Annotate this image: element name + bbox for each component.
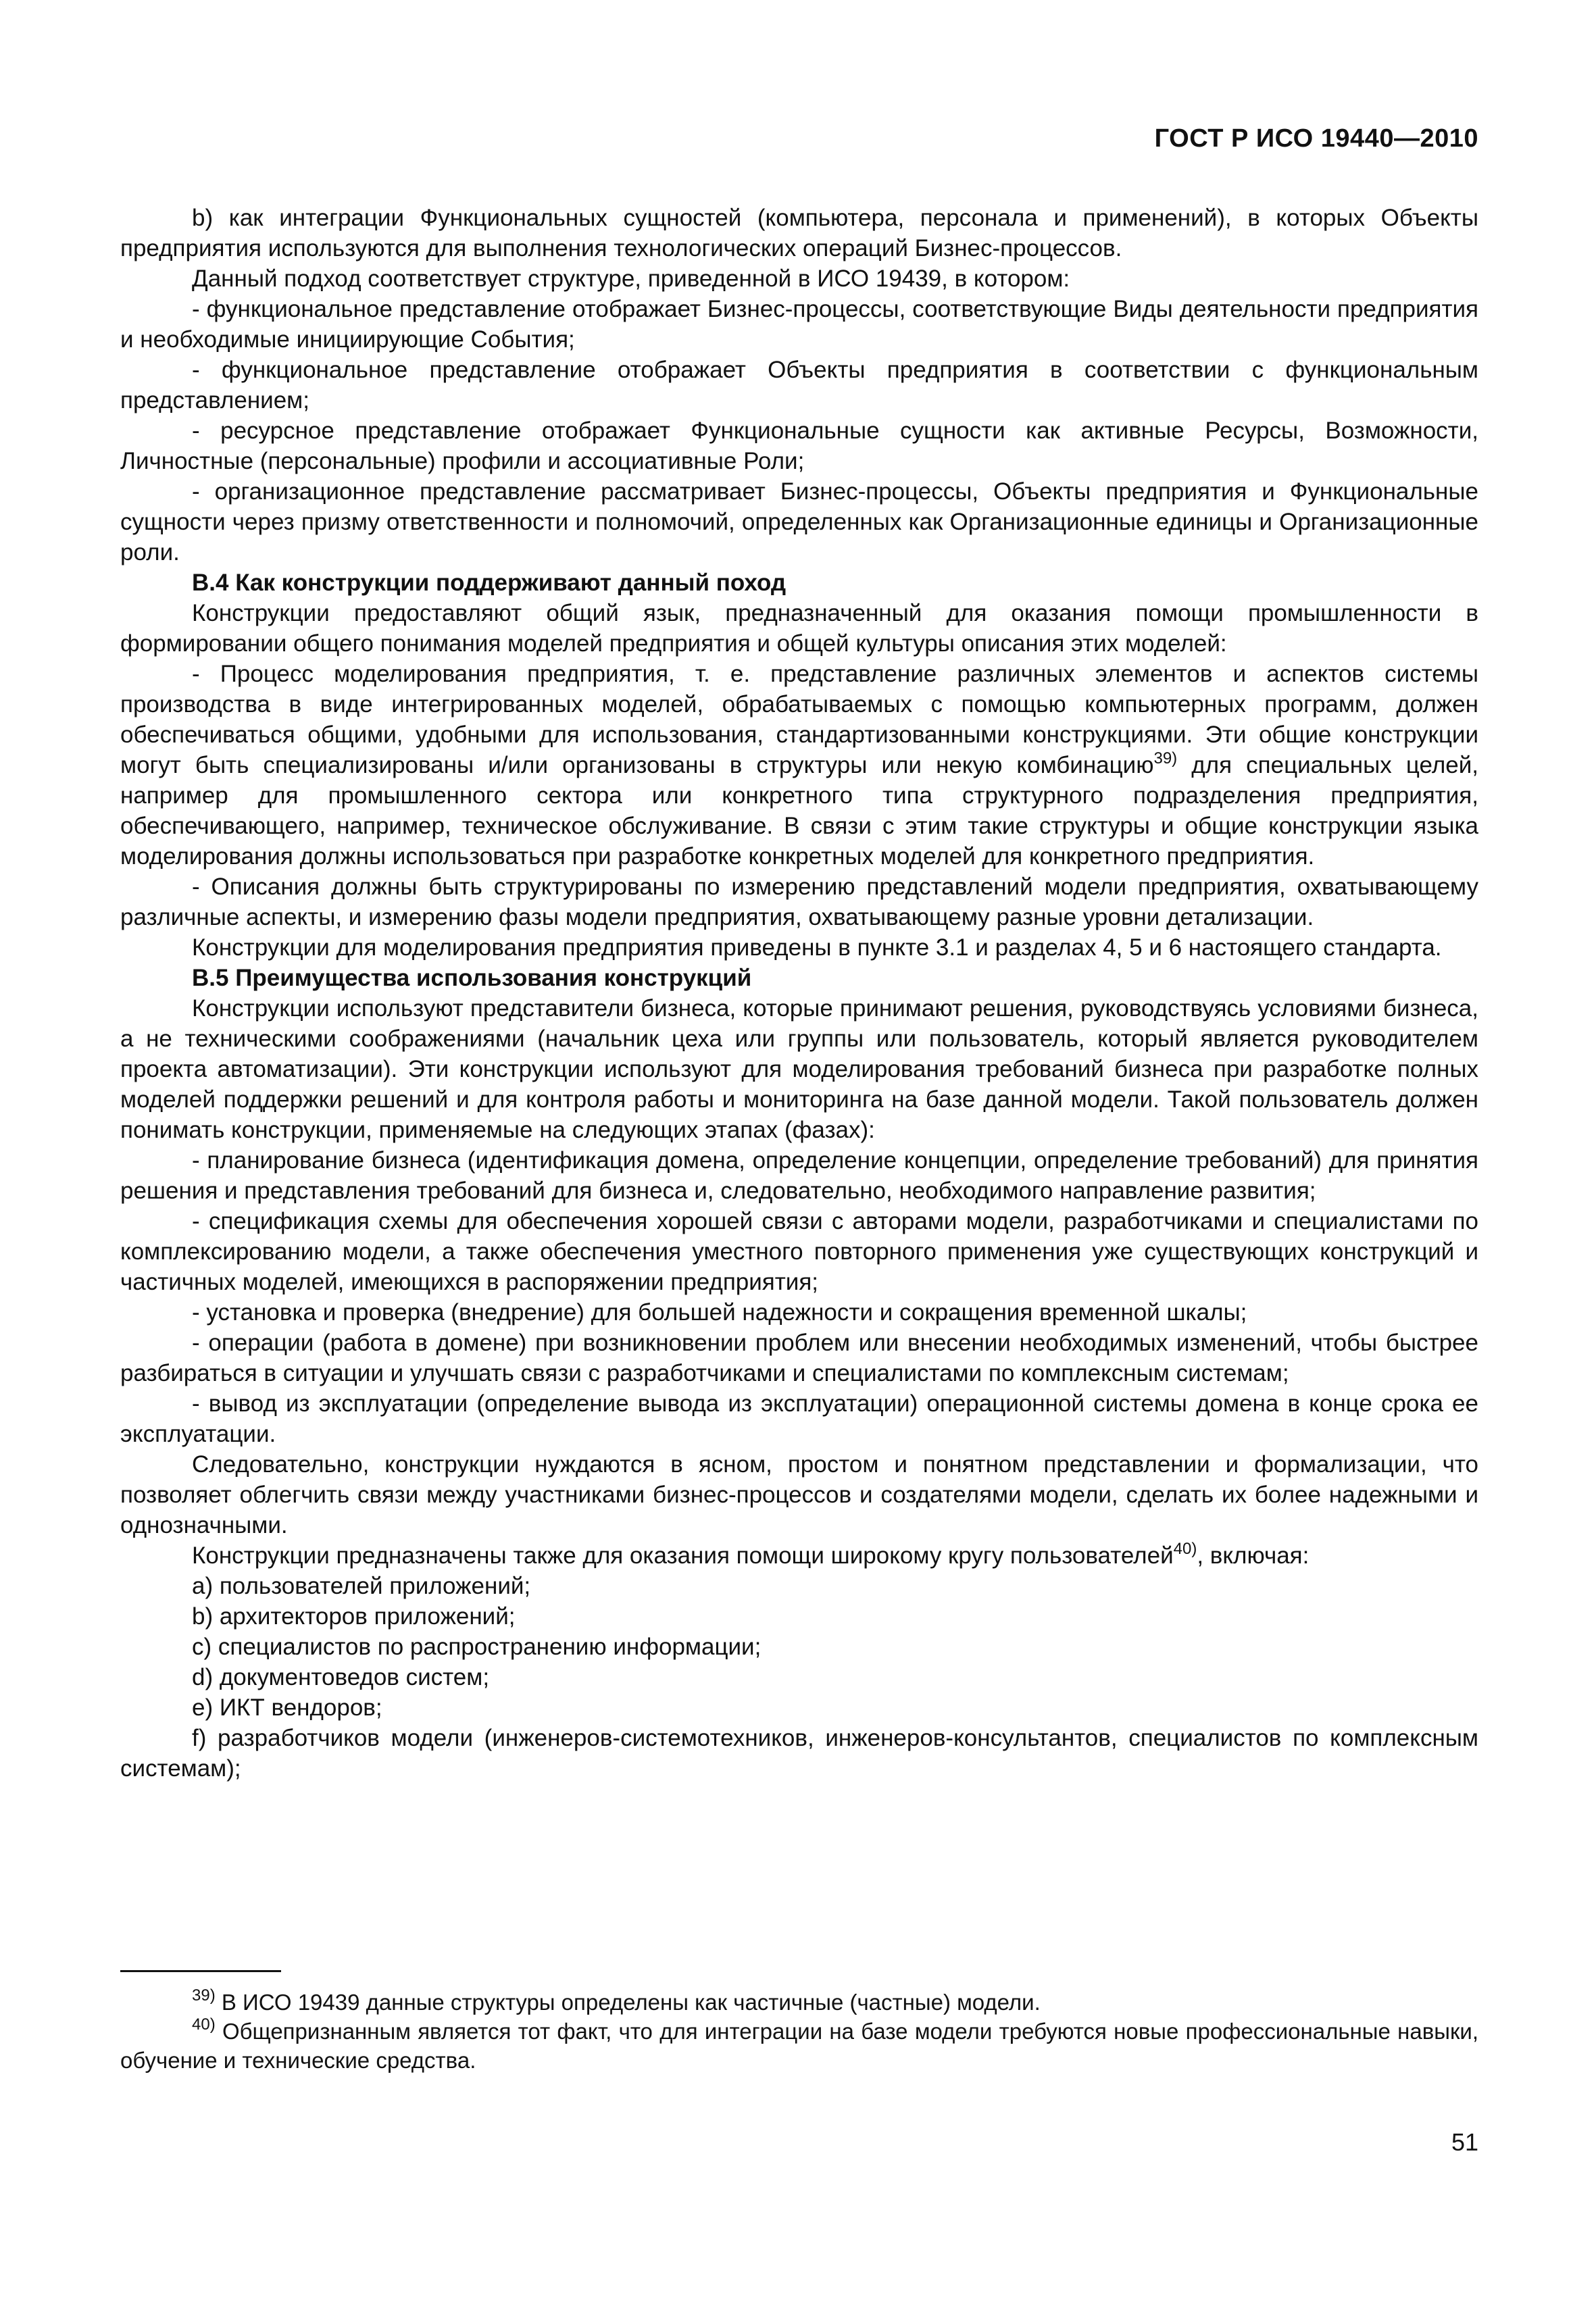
paragraph-text: - Процесс моделирования предприятия, т. е. представление различных элементов и аспектов системы производства в виде интегрированных моделей, обрабатываемых с помощью компьютерных программ, должен обеспечиваться общими, удобными для использования, стандартизованными конструкциями. Эти общие конструкции могут быть специализированы и/или организованы в структуры или некую комбинацию [120,661,1478,778]
page-number: 51 [1451,2128,1478,2156]
paragraph-text: Конструкции предназначены также для оказания помощи широкому кругу пользователей [192,1542,1174,1569]
footnote-mark: 40) [192,2015,216,2034]
paragraph [120,1601,1478,1632]
document-header: ГОСТ Р ИСО 19440—2010 [1154,124,1478,153]
paragraph-text-continued: для специальных целей, например для промышленного сектора или конкретного типа структурного подразделения предприятия, обеспечивающего, например, техническое обслуживание. В связи с этим такие структуры и общие конструкции языка моделирования должны использоваться при разработке конкретных моделей для конкретного предприятия. [120,752,1478,870]
paragraph [120,476,1478,568]
paragraph [120,263,1478,294]
paragraph [120,872,1478,932]
footnote-reference: 40) [1173,1540,1197,1558]
paragraph [120,598,1478,659]
paragraph [120,993,1478,1145]
paragraph [120,1449,1478,1540]
paragraph [120,1632,1478,1662]
paragraph-text: - операции (работа в домене) при возникновении проблем или внесении необходимых изменений, чтобы быстрее разбираться в ситуации и улучшать связи с разработчиками и специалистами по комплексным системам; [120,1330,1478,1386]
section-heading [120,963,1478,993]
paragraph-text: Данный подход соответствует структуре, приведенной в ИСО 19439, в котором: [192,266,1070,292]
paragraph [120,1328,1478,1388]
paragraph-text: f) разработчиков модели (инженеров-системотехников, инженеров-консультантов, специалистов по комплексным системам); [120,1725,1478,1782]
paragraph [120,1571,1478,1601]
document-page [120,0,1478,2314]
paragraph-text: - планирование бизнеса (идентификация домена, определение концепции, определение требований) для принятия решения и представления требований для бизнеса и, следовательно, необходимого направление развития; [120,1147,1478,1204]
paragraph [120,1692,1478,1723]
paragraph-text: - вывод из эксплуатации (определение вывода из эксплуатации) операционной системы домена в конце срока ее эксплуатации. [120,1390,1478,1447]
paragraph-text: Конструкции для моделирования предприятия приведены в пункте 3.1 и разделах 4, 5 и 6 настоящего стандарта. [192,934,1442,961]
paragraph [120,203,1478,263]
footnotes [120,1988,1478,2075]
section-heading [120,568,1478,598]
footnote-mark: 39) [192,1986,216,2005]
paragraph-text: Конструкции предоставляют общий язык, предназначенный для оказания помощи промышленности в формировании общего понимания моделей предприятия и общей культуры описания этих моделей: [120,600,1478,657]
paragraph-text: b) архитекторов приложений; [192,1603,516,1630]
paragraph-text: Конструкции используют представители бизнеса, которые принимают решения, руководствуясь условиями бизнеса, а не техническими соображениями (начальник цеха или группы или пользователь, который является руководителем проекта автоматизации). Эти конструкции используют для моделирования требований бизнеса при разработке полных моделей поддержки решений и для контроля работы и мониторинга на базе данной модели. Такой пользователь должен понимать конструкции, применяемые на следующих этапах (фазах): [120,995,1478,1143]
paragraph [120,1723,1478,1784]
footnote-text: В ИСО 19439 данные структуры определены как частичные (частные) модели. [215,1990,1041,2015]
paragraph [120,932,1478,963]
paragraph [120,355,1478,416]
paragraph-text: b) как интеграции Функциональных сущностей (компьютера, персонала и применений), в которых Объекты предприятия используются для выполнения технологических операций Бизнес-процессов. [120,205,1478,261]
paragraph-text: - функциональное представление отображает Бизнес-процессы, соответствующие Виды деятельности предприятия и необходимые инициирующие События; [120,296,1478,353]
footnote [120,1988,1478,2017]
paragraph [120,1145,1478,1206]
footnote-reference: 39) [1153,749,1178,768]
paragraph-text: c) специалистов по распространению информации; [192,1634,762,1660]
paragraph-text: - Описания должны быть структурированы по измерению представлений модели предприятия, охватывающему различные аспекты, и измерению фазы модели предприятия, охватывающему разные уровни детализации. [120,874,1478,930]
paragraph-text: e) ИКТ вендоров; [192,1694,382,1721]
footnote-divider [120,1970,281,1972]
paragraph-text: d) документоведов систем; [192,1664,490,1690]
paragraph-text: - функциональное представление отображает Объекты предприятия в соответствии с функциональным представлением; [120,357,1478,413]
paragraph-text: - ресурсное представление отображает Функциональные сущности как активные Ресурсы, Возможности, Личностные (персональные) профили и ассоциативные Роли; [120,418,1478,474]
paragraph [120,1540,1478,1571]
paragraph-text: - установка и проверка (внедрение) для большей надежности и сокращения временной шкалы; [192,1299,1247,1326]
paragraph [120,1388,1478,1449]
footnote [120,2017,1478,2075]
paragraph-text: a) пользователей приложений; [192,1573,531,1599]
paragraph-text: - организационное представление рассматривает Бизнес-процессы, Объекты предприятия и Функциональные сущности через призму ответственности и полномочий, определенных как Организационные единицы и Организационные роли. [120,478,1478,565]
paragraph [120,1297,1478,1328]
paragraph [120,1206,1478,1297]
paragraph-text: Следовательно, конструкции нуждаются в ясном, простом и понятном представлении и формализации, что позволяет облегчить связи между участниками бизнес-процессов и создателями модели, сделать их более надежными и однозначными. [120,1451,1478,1538]
footnote-text: Общепризнанным является тот факт, что для интеграции на базе модели требуются новые профессиональные навыки, обучение и технические средства. [120,2019,1478,2073]
paragraph-text-continued: , включая: [1197,1542,1310,1569]
paragraph [120,659,1478,872]
body-text [120,203,1478,1784]
paragraph [120,1662,1478,1692]
paragraph [120,294,1478,355]
paragraph-text: - спецификация схемы для обеспечения хорошей связи с авторами модели, разработчиками и специалистами по комплексированию модели, а также обеспечения уместного повторного применения уже существующих конструкций и частичных моделей, имеющихся в распоряжении предприятия; [120,1208,1478,1295]
paragraph [120,416,1478,476]
paragraph-text: В.5 Преимущества использования конструкций [192,965,752,991]
paragraph-text: В.4 Как конструкции поддерживают данный поход [192,570,787,596]
